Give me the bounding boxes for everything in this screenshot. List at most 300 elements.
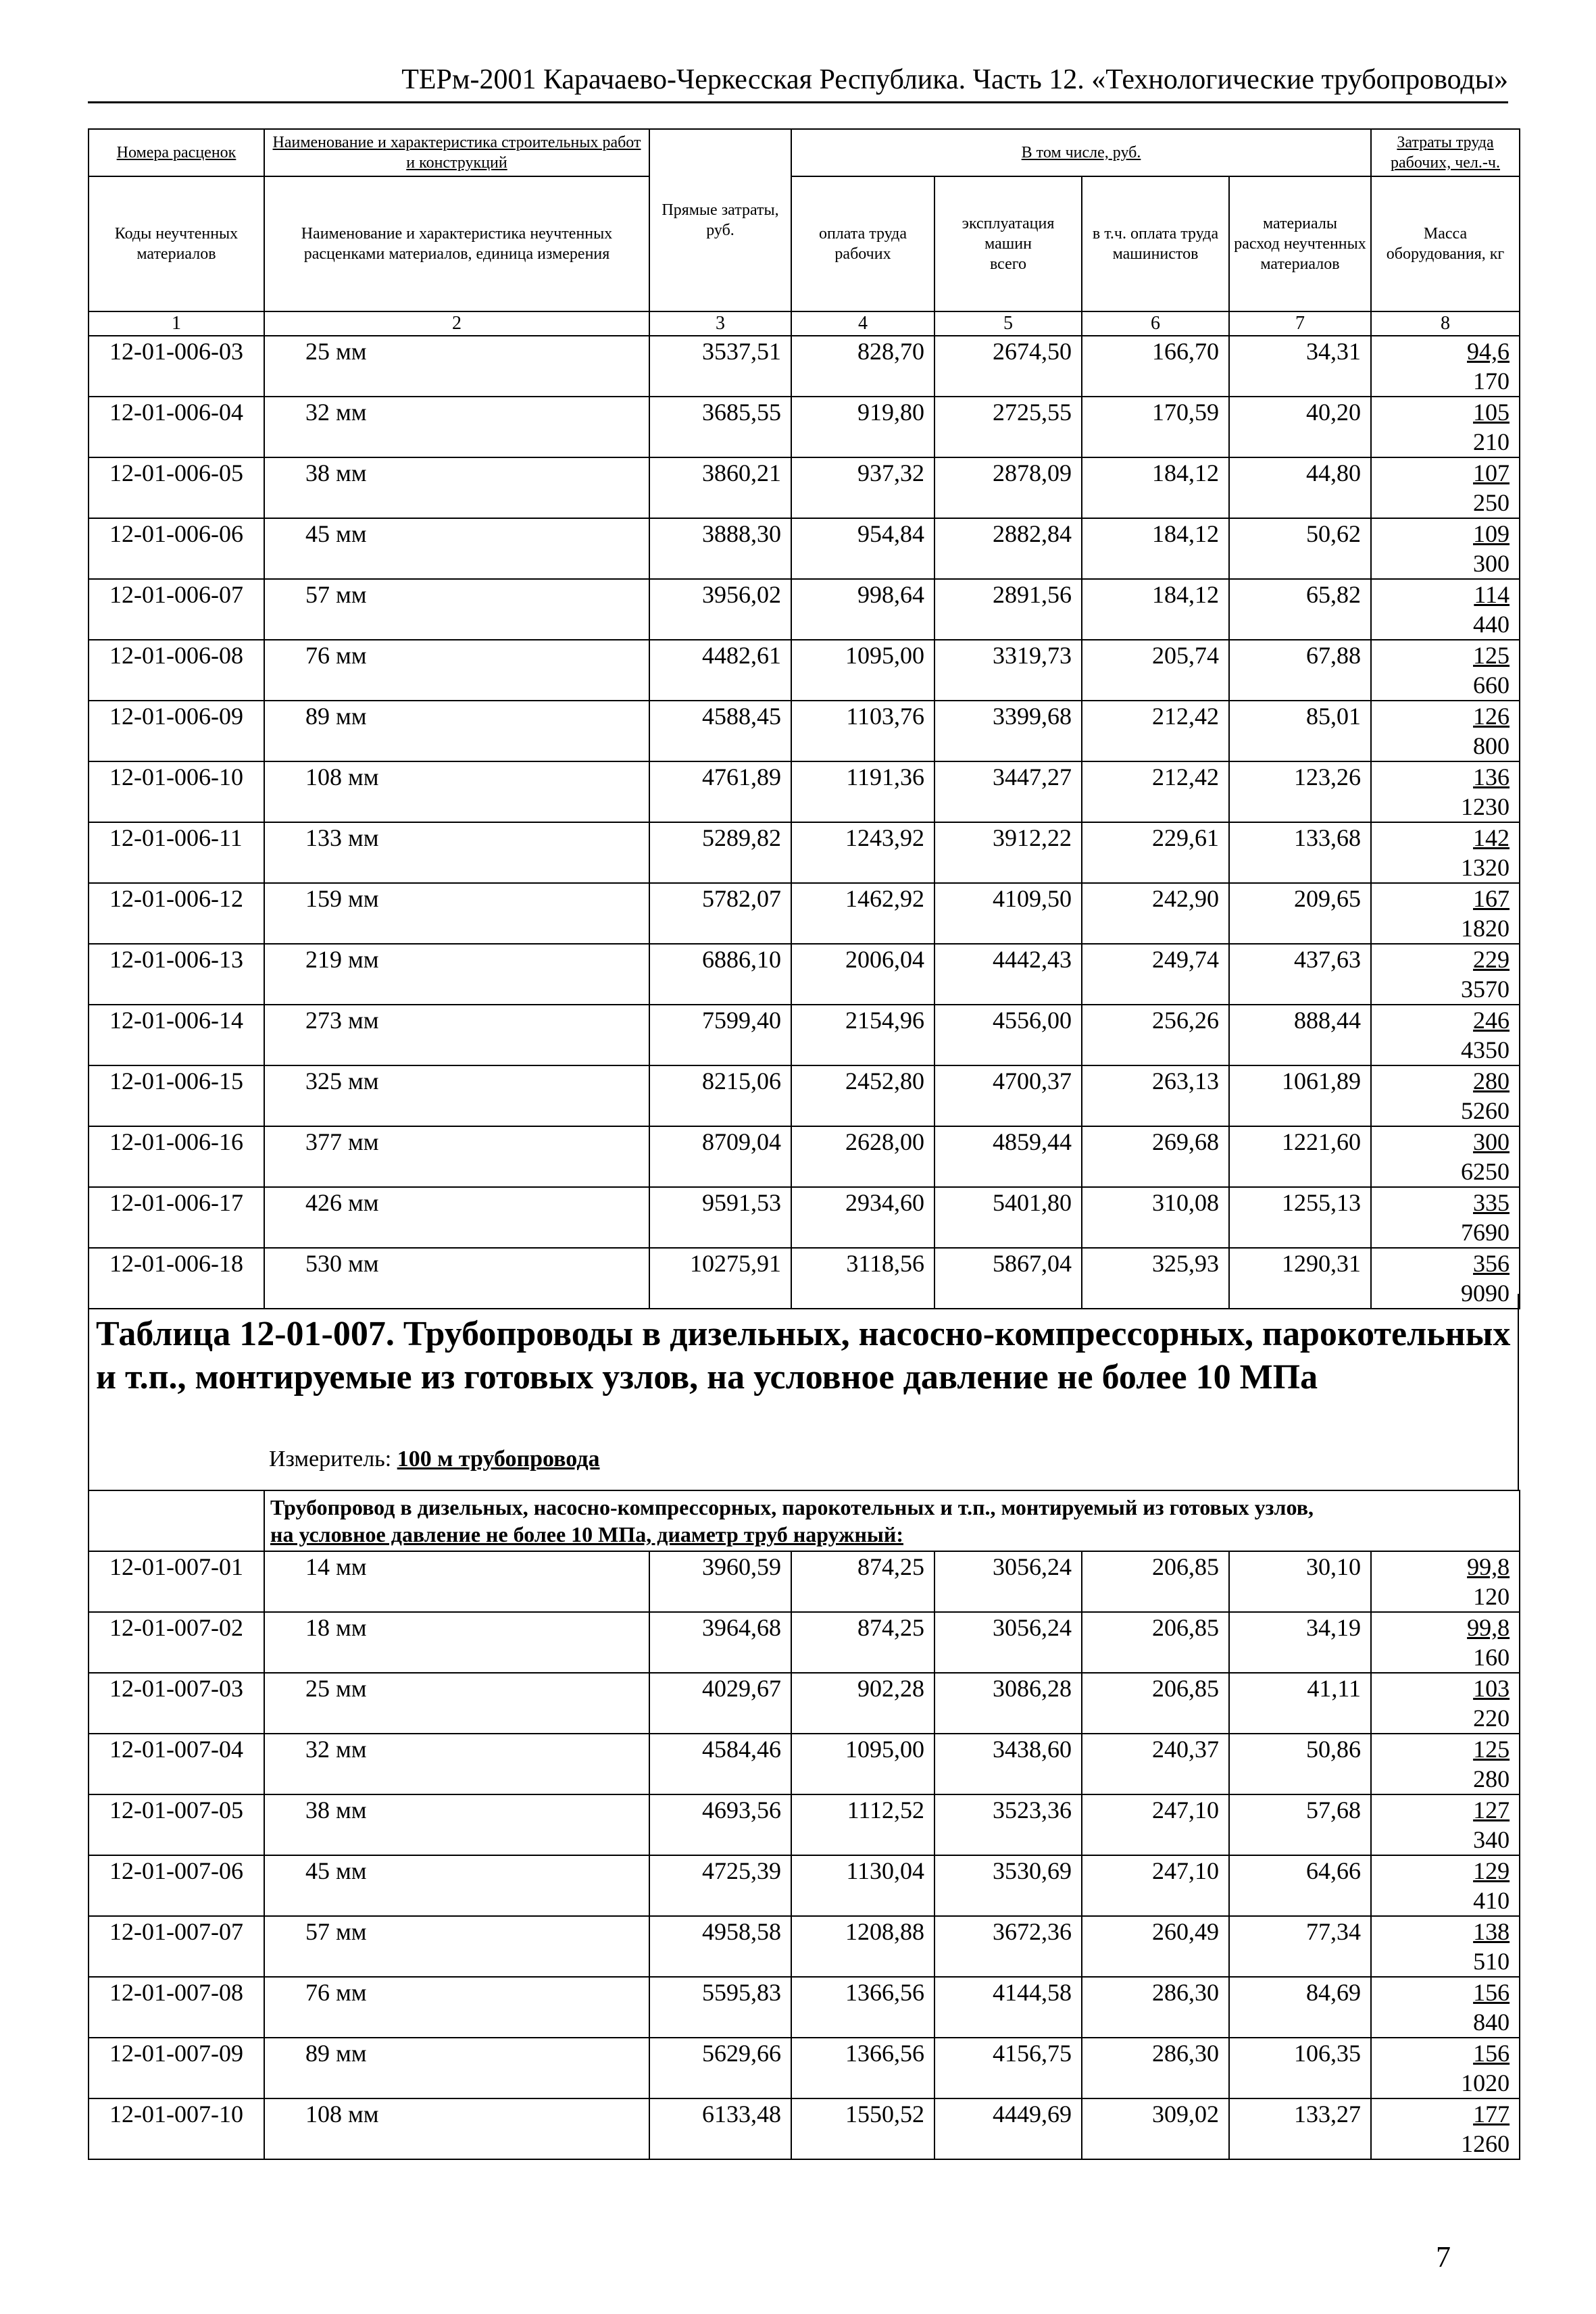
materials-cost: 65,82 bbox=[1229, 579, 1371, 640]
column-number: 4 bbox=[791, 311, 934, 336]
table-row bbox=[89, 1977, 1520, 2038]
table-row bbox=[89, 397, 1520, 457]
equipment-mass: 410 bbox=[1473, 1887, 1510, 1914]
direct-cost: 6886,10 bbox=[649, 944, 791, 1005]
labor-mass-cell bbox=[1371, 397, 1520, 457]
machinist-pay: 170,59 bbox=[1082, 397, 1229, 457]
direct-cost: 4725,39 bbox=[649, 1855, 791, 1916]
pipe-diameter: 108 мм bbox=[264, 761, 649, 822]
table-row bbox=[89, 336, 1520, 397]
machinist-pay: 184,12 bbox=[1082, 518, 1229, 579]
equipment-mass: 1020 bbox=[1461, 2069, 1510, 2096]
labor-hours: 105 bbox=[1473, 399, 1510, 426]
header-name-top: Наименование и характеристика строительных работ и конструкций bbox=[264, 129, 649, 176]
rate-code: 12-01-006-10 bbox=[89, 761, 264, 822]
machine-cost: 4700,37 bbox=[934, 1065, 1082, 1126]
labor-pay: 919,80 bbox=[791, 397, 934, 457]
labor-hours: 127 bbox=[1473, 1796, 1510, 1823]
machinist-pay: 263,13 bbox=[1082, 1065, 1229, 1126]
labor-hours: 125 bbox=[1473, 642, 1510, 669]
labor-pay: 2452,80 bbox=[791, 1065, 934, 1126]
materials-cost: 57,68 bbox=[1229, 1794, 1371, 1855]
labor-mass bbox=[1381, 2099, 1510, 2159]
labor-mass bbox=[1381, 1613, 1510, 1672]
pipe-diameter: 57 мм bbox=[264, 1916, 649, 1977]
labor-hours: 142 bbox=[1473, 824, 1510, 851]
table-row bbox=[89, 1551, 1520, 1612]
rate-code: 12-01-006-12 bbox=[89, 883, 264, 944]
machine-cost: 3672,36 bbox=[934, 1916, 1082, 1977]
labor-mass-cell bbox=[1371, 2098, 1520, 2159]
labor-hours: 229 bbox=[1473, 946, 1510, 973]
labor-mass bbox=[1381, 1188, 1510, 1247]
labor-mass bbox=[1381, 519, 1510, 578]
header-machinists: в т.ч. оплата труда машинистов bbox=[1082, 176, 1229, 311]
column-number: 5 bbox=[934, 311, 1082, 336]
direct-cost: 6133,48 bbox=[649, 2098, 791, 2159]
pipe-diameter: 38 мм bbox=[264, 1794, 649, 1855]
labor-hours: 356 bbox=[1473, 1250, 1510, 1277]
table-row bbox=[89, 1612, 1520, 1673]
header-materials-label: материалы bbox=[1262, 215, 1337, 232]
machine-cost: 3438,60 bbox=[934, 1734, 1082, 1794]
labor-mass bbox=[1381, 884, 1510, 943]
labor-hours: 109 bbox=[1473, 520, 1510, 547]
labor-hours: 138 bbox=[1473, 1918, 1510, 1945]
price-table-12-01-007 bbox=[88, 1490, 1520, 2160]
equipment-mass: 5260 bbox=[1461, 1097, 1510, 1124]
materials-cost: 888,44 bbox=[1229, 1005, 1371, 1065]
machine-cost: 4859,44 bbox=[934, 1126, 1082, 1187]
direct-cost: 4588,45 bbox=[649, 701, 791, 761]
labor-mass bbox=[1381, 1552, 1510, 1611]
machine-cost: 3086,28 bbox=[934, 1673, 1082, 1734]
equipment-mass: 510 bbox=[1473, 1948, 1510, 1975]
labor-mass bbox=[1381, 1978, 1510, 2037]
direct-cost: 7599,40 bbox=[649, 1005, 791, 1065]
rate-code: 12-01-007-10 bbox=[89, 2098, 264, 2159]
direct-cost: 8709,04 bbox=[649, 1126, 791, 1187]
labor-hours: 103 bbox=[1473, 1675, 1510, 1702]
labor-pay: 937,32 bbox=[791, 457, 934, 518]
rate-code: 12-01-006-07 bbox=[89, 579, 264, 640]
labor-mass-cell bbox=[1371, 1977, 1520, 2038]
labor-pay: 2628,00 bbox=[791, 1126, 934, 1187]
labor-hours: 167 bbox=[1473, 885, 1510, 912]
direct-cost: 5782,07 bbox=[649, 883, 791, 944]
machinist-pay: 309,02 bbox=[1082, 2098, 1229, 2159]
table-row bbox=[89, 944, 1520, 1005]
labor-hours: 99,8 bbox=[1467, 1614, 1510, 1641]
materials-cost: 1061,89 bbox=[1229, 1065, 1371, 1126]
materials-cost: 40,20 bbox=[1229, 397, 1371, 457]
labor-hours: 246 bbox=[1473, 1007, 1510, 1034]
rate-code: 12-01-006-04 bbox=[89, 397, 264, 457]
pipe-diameter: 14 мм bbox=[264, 1551, 649, 1612]
section-row bbox=[89, 1490, 1520, 1551]
materials-cost: 85,01 bbox=[1229, 701, 1371, 761]
table-row bbox=[89, 1855, 1520, 1916]
rate-code: 12-01-006-11 bbox=[89, 822, 264, 883]
labor-mass bbox=[1381, 1127, 1510, 1186]
materials-cost: 437,63 bbox=[1229, 944, 1371, 1005]
rate-code: 12-01-006-13 bbox=[89, 944, 264, 1005]
table-row bbox=[89, 1673, 1520, 1734]
header-machines-total bbox=[934, 176, 1082, 311]
equipment-mass: 250 bbox=[1473, 489, 1510, 516]
labor-pay: 2154,96 bbox=[791, 1005, 934, 1065]
table-row bbox=[89, 579, 1520, 640]
equipment-mass: 300 bbox=[1473, 550, 1510, 577]
machine-cost: 4442,43 bbox=[934, 944, 1082, 1005]
direct-cost: 5289,82 bbox=[649, 822, 791, 883]
column-number: 1 bbox=[89, 311, 264, 336]
table2-title-text: Трубопроводы в дизельных, насосно-компрессорных, парокотельных и т.п., монтируемые из готовых узлов, на условное давление не более 10 МПа bbox=[96, 1315, 1511, 1397]
table-row bbox=[89, 1005, 1520, 1065]
header-machines-total-label: всего bbox=[989, 255, 1027, 273]
machine-cost: 5867,04 bbox=[934, 1248, 1082, 1309]
direct-cost: 10275,91 bbox=[649, 1248, 791, 1309]
header-machines: эксплуатация машин bbox=[962, 215, 1055, 253]
machinist-pay: 286,30 bbox=[1082, 2038, 1229, 2098]
labor-hours: 99,8 bbox=[1467, 1553, 1510, 1580]
labor-mass-cell bbox=[1371, 701, 1520, 761]
labor-pay: 874,25 bbox=[791, 1551, 934, 1612]
rate-code: 12-01-006-03 bbox=[89, 336, 264, 397]
table-row bbox=[89, 1126, 1520, 1187]
labor-hours: 280 bbox=[1473, 1067, 1510, 1095]
machinist-pay: 184,12 bbox=[1082, 579, 1229, 640]
table-row bbox=[89, 1734, 1520, 1794]
pipe-diameter: 76 мм bbox=[264, 640, 649, 701]
direct-cost: 3860,21 bbox=[649, 457, 791, 518]
materials-cost: 44,80 bbox=[1229, 457, 1371, 518]
labor-mass bbox=[1381, 945, 1510, 1004]
labor-mass bbox=[1381, 701, 1510, 761]
labor-hours: 107 bbox=[1473, 459, 1510, 486]
equipment-mass: 210 bbox=[1473, 428, 1510, 455]
header-materials bbox=[1229, 176, 1371, 311]
machinist-pay: 310,08 bbox=[1082, 1187, 1229, 1248]
column-number: 6 bbox=[1082, 311, 1229, 336]
labor-mass bbox=[1381, 1917, 1510, 1976]
rate-code: 12-01-006-06 bbox=[89, 518, 264, 579]
pipe-diameter: 426 мм bbox=[264, 1187, 649, 1248]
direct-cost: 5595,83 bbox=[649, 1977, 791, 2038]
section-line-1: Трубопровод в дизельных, насосно-компрессорных, парокотельных и т.п., монтируемый из готовых узлов, bbox=[270, 1495, 1314, 1519]
machinist-pay: 206,85 bbox=[1082, 1673, 1229, 1734]
labor-mass-cell bbox=[1371, 944, 1520, 1005]
labor-mass bbox=[1381, 1734, 1510, 1794]
rate-code: 12-01-007-06 bbox=[89, 1855, 264, 1916]
pipe-diameter: 45 мм bbox=[264, 518, 649, 579]
labor-hours: 125 bbox=[1473, 1736, 1510, 1763]
table-row bbox=[89, 1794, 1520, 1855]
equipment-mass: 440 bbox=[1473, 611, 1510, 638]
table-row bbox=[89, 2038, 1520, 2098]
page-number: 7 bbox=[1436, 2240, 1451, 2273]
header-codes-bottom: Коды неучтенных материалов bbox=[89, 176, 264, 311]
labor-mass-cell bbox=[1371, 822, 1520, 883]
table-row bbox=[89, 1916, 1520, 1977]
materials-cost: 133,68 bbox=[1229, 822, 1371, 883]
pipe-diameter: 377 мм bbox=[264, 1126, 649, 1187]
column-number: 3 bbox=[649, 311, 791, 336]
table1-body bbox=[89, 336, 1520, 1309]
rate-code: 12-01-007-01 bbox=[89, 1551, 264, 1612]
labor-pay: 2934,60 bbox=[791, 1187, 934, 1248]
pipe-diameter: 89 мм bbox=[264, 701, 649, 761]
header-direct: Прямые затраты, руб. bbox=[649, 129, 791, 311]
labor-pay: 1191,36 bbox=[791, 761, 934, 822]
labor-pay: 1103,76 bbox=[791, 701, 934, 761]
header-labor-bottom: Масса оборудования, кг bbox=[1371, 176, 1520, 311]
column-number: 8 bbox=[1371, 311, 1520, 336]
machine-cost: 3319,73 bbox=[934, 640, 1082, 701]
rate-code: 12-01-007-08 bbox=[89, 1977, 264, 2038]
machinist-pay: 184,12 bbox=[1082, 457, 1229, 518]
labor-hours: 156 bbox=[1473, 1979, 1510, 2006]
machine-cost: 3056,24 bbox=[934, 1551, 1082, 1612]
measure-value: 100 м трубопровода bbox=[397, 1447, 600, 1472]
machine-cost: 2882,84 bbox=[934, 518, 1082, 579]
labor-pay: 954,84 bbox=[791, 518, 934, 579]
materials-cost: 41,11 bbox=[1229, 1673, 1371, 1734]
equipment-mass: 1260 bbox=[1461, 2130, 1510, 2157]
running-head: ТЕРм-2001 Карачаево-Черкесская Республика. Часть 12. «Технологические трубопроводы» bbox=[88, 62, 1508, 103]
rate-code: 12-01-006-14 bbox=[89, 1005, 264, 1065]
labor-hours: 126 bbox=[1473, 703, 1510, 730]
labor-mass-cell bbox=[1371, 1126, 1520, 1187]
labor-mass-cell bbox=[1371, 761, 1520, 822]
header-labor-top: Затраты труда рабочих, чел.-ч. bbox=[1371, 129, 1520, 176]
labor-hours: 136 bbox=[1473, 763, 1510, 790]
machinist-pay: 166,70 bbox=[1082, 336, 1229, 397]
rate-code: 12-01-006-09 bbox=[89, 701, 264, 761]
pipe-diameter: 159 мм bbox=[264, 883, 649, 944]
equipment-mass: 170 bbox=[1473, 368, 1510, 395]
machine-cost: 3447,27 bbox=[934, 761, 1082, 822]
materials-cost: 67,88 bbox=[1229, 640, 1371, 701]
machine-cost: 3056,24 bbox=[934, 1612, 1082, 1673]
header-materials-sub: расход неучтенных материалов bbox=[1234, 235, 1366, 273]
table-row bbox=[89, 883, 1520, 944]
labor-mass bbox=[1381, 823, 1510, 882]
machinist-pay: 247,10 bbox=[1082, 1855, 1229, 1916]
materials-cost: 64,66 bbox=[1229, 1855, 1371, 1916]
pipe-diameter: 530 мм bbox=[264, 1248, 649, 1309]
table-row bbox=[89, 701, 1520, 761]
direct-cost: 3960,59 bbox=[649, 1551, 791, 1612]
pipe-diameter: 219 мм bbox=[264, 944, 649, 1005]
header-labor-pay: оплата труда рабочих bbox=[791, 176, 934, 311]
measure-label: Измеритель: bbox=[269, 1447, 392, 1472]
labor-hours: 335 bbox=[1473, 1189, 1510, 1216]
materials-cost: 30,10 bbox=[1229, 1551, 1371, 1612]
direct-cost: 4761,89 bbox=[649, 761, 791, 822]
equipment-mass: 160 bbox=[1473, 1644, 1510, 1671]
table-header bbox=[89, 129, 1520, 311]
machine-cost: 3912,22 bbox=[934, 822, 1082, 883]
machinist-pay: 269,68 bbox=[1082, 1126, 1229, 1187]
machinist-pay: 256,26 bbox=[1082, 1005, 1229, 1065]
labor-mass bbox=[1381, 1005, 1510, 1065]
pipe-diameter: 32 мм bbox=[264, 397, 649, 457]
labor-pay: 2006,04 bbox=[791, 944, 934, 1005]
machine-cost: 4556,00 bbox=[934, 1005, 1082, 1065]
rate-code: 12-01-006-17 bbox=[89, 1187, 264, 1248]
equipment-mass: 6250 bbox=[1461, 1158, 1510, 1185]
machinist-pay: 212,42 bbox=[1082, 701, 1229, 761]
labor-pay: 902,28 bbox=[791, 1673, 934, 1734]
labor-hours: 156 bbox=[1473, 2040, 1510, 2067]
materials-cost: 1290,31 bbox=[1229, 1248, 1371, 1309]
direct-cost: 4693,56 bbox=[649, 1794, 791, 1855]
materials-cost: 77,34 bbox=[1229, 1916, 1371, 1977]
labor-hours: 94,6 bbox=[1467, 338, 1510, 365]
labor-mass-cell bbox=[1371, 518, 1520, 579]
rate-code: 12-01-007-07 bbox=[89, 1916, 264, 1977]
labor-mass bbox=[1381, 1795, 1510, 1855]
machinist-pay: 240,37 bbox=[1082, 1734, 1229, 1794]
measure-line bbox=[269, 1446, 600, 1473]
pipe-diameter: 89 мм bbox=[264, 2038, 649, 2098]
machine-cost: 2878,09 bbox=[934, 457, 1082, 518]
equipment-mass: 7690 bbox=[1461, 1219, 1510, 1246]
direct-cost: 3964,68 bbox=[649, 1612, 791, 1673]
machinist-pay: 206,85 bbox=[1082, 1612, 1229, 1673]
machinist-pay: 205,74 bbox=[1082, 640, 1229, 701]
labor-mass-cell bbox=[1371, 1551, 1520, 1612]
table-row bbox=[89, 761, 1520, 822]
machine-cost: 4156,75 bbox=[934, 2038, 1082, 2098]
equipment-mass: 280 bbox=[1473, 1765, 1510, 1792]
labor-mass bbox=[1381, 640, 1510, 700]
direct-cost: 4482,61 bbox=[649, 640, 791, 701]
equipment-mass: 220 bbox=[1473, 1705, 1510, 1732]
labor-mass-cell bbox=[1371, 1187, 1520, 1248]
labor-mass bbox=[1381, 580, 1510, 639]
labor-hours: 114 bbox=[1474, 581, 1510, 608]
machine-cost: 3530,69 bbox=[934, 1855, 1082, 1916]
direct-cost: 8215,06 bbox=[649, 1065, 791, 1126]
labor-pay: 1095,00 bbox=[791, 640, 934, 701]
equipment-mass: 660 bbox=[1473, 672, 1510, 699]
rate-code: 12-01-006-18 bbox=[89, 1248, 264, 1309]
materials-cost: 34,19 bbox=[1229, 1612, 1371, 1673]
direct-cost: 4958,58 bbox=[649, 1916, 791, 1977]
materials-cost: 34,31 bbox=[1229, 336, 1371, 397]
labor-mass-cell bbox=[1371, 579, 1520, 640]
pipe-diameter: 273 мм bbox=[264, 1005, 649, 1065]
section-heading bbox=[264, 1490, 1520, 1551]
labor-hours: 129 bbox=[1473, 1857, 1510, 1884]
materials-cost: 50,62 bbox=[1229, 518, 1371, 579]
labor-pay: 1208,88 bbox=[791, 1916, 934, 1977]
pipe-diameter: 133 мм bbox=[264, 822, 649, 883]
header-name-bottom: Наименование и характеристика неучтенных расценками материалов, единица измерения bbox=[264, 176, 649, 311]
equipment-mass: 3570 bbox=[1461, 976, 1510, 1003]
labor-mass-cell bbox=[1371, 1794, 1520, 1855]
machine-cost: 5401,80 bbox=[934, 1187, 1082, 1248]
materials-cost: 123,26 bbox=[1229, 761, 1371, 822]
labor-mass bbox=[1381, 762, 1510, 822]
machinist-pay: 260,49 bbox=[1082, 1916, 1229, 1977]
rate-code: 12-01-007-09 bbox=[89, 2038, 264, 2098]
direct-cost: 3537,51 bbox=[649, 336, 791, 397]
labor-mass-cell bbox=[1371, 640, 1520, 701]
pipe-diameter: 25 мм bbox=[264, 1673, 649, 1734]
pipe-diameter: 108 мм bbox=[264, 2098, 649, 2159]
rate-code: 12-01-006-08 bbox=[89, 640, 264, 701]
machinist-pay: 206,85 bbox=[1082, 1551, 1229, 1612]
labor-mass-cell bbox=[1371, 1065, 1520, 1126]
labor-pay: 874,25 bbox=[791, 1612, 934, 1673]
pipe-diameter: 45 мм bbox=[264, 1855, 649, 1916]
labor-pay: 1550,52 bbox=[791, 2098, 934, 2159]
labor-pay: 1130,04 bbox=[791, 1855, 934, 1916]
rate-code: 12-01-007-03 bbox=[89, 1673, 264, 1734]
labor-mass bbox=[1381, 458, 1510, 518]
labor-pay: 1112,52 bbox=[791, 1794, 934, 1855]
table-row bbox=[89, 2098, 1520, 2159]
labor-mass-cell bbox=[1371, 1916, 1520, 1977]
direct-cost: 9591,53 bbox=[649, 1187, 791, 1248]
labor-mass-cell bbox=[1371, 1734, 1520, 1794]
column-number: 7 bbox=[1229, 311, 1371, 336]
equipment-mass: 800 bbox=[1473, 732, 1510, 759]
materials-cost: 1221,60 bbox=[1229, 1126, 1371, 1187]
materials-cost: 106,35 bbox=[1229, 2038, 1371, 2098]
labor-mass bbox=[1381, 2038, 1510, 2098]
labor-hours: 300 bbox=[1473, 1128, 1510, 1155]
rate-code: 12-01-007-02 bbox=[89, 1612, 264, 1673]
machinist-pay: 286,30 bbox=[1082, 1977, 1229, 2038]
column-number: 2 bbox=[264, 311, 649, 336]
labor-mass-cell bbox=[1371, 1005, 1520, 1065]
machinist-pay: 212,42 bbox=[1082, 761, 1229, 822]
labor-mass bbox=[1381, 1674, 1510, 1733]
labor-mass bbox=[1381, 336, 1510, 396]
table-row bbox=[89, 640, 1520, 701]
labor-mass-cell bbox=[1371, 1612, 1520, 1673]
labor-pay: 1366,56 bbox=[791, 1977, 934, 2038]
labor-pay: 828,70 bbox=[791, 336, 934, 397]
table2-body bbox=[89, 1551, 1520, 2159]
labor-mass-cell bbox=[1371, 457, 1520, 518]
table-row bbox=[89, 1187, 1520, 1248]
equipment-mass: 840 bbox=[1473, 2009, 1510, 2036]
materials-cost: 209,65 bbox=[1229, 883, 1371, 944]
header-codes-top: Номера расценок bbox=[89, 129, 264, 176]
pipe-diameter: 32 мм bbox=[264, 1734, 649, 1794]
labor-pay: 1095,00 bbox=[791, 1734, 934, 1794]
labor-pay: 1366,56 bbox=[791, 2038, 934, 2098]
rate-code: 12-01-007-05 bbox=[89, 1794, 264, 1855]
machine-cost: 4109,50 bbox=[934, 883, 1082, 944]
pipe-diameter: 76 мм bbox=[264, 1977, 649, 2038]
rate-code: 12-01-006-05 bbox=[89, 457, 264, 518]
labor-mass-cell bbox=[1371, 1855, 1520, 1916]
machine-cost: 2891,56 bbox=[934, 579, 1082, 640]
materials-cost: 50,86 bbox=[1229, 1734, 1371, 1794]
machine-cost: 2674,50 bbox=[934, 336, 1082, 397]
equipment-mass: 1820 bbox=[1461, 915, 1510, 942]
table2-title-lead: Таблица 12-01-007. bbox=[96, 1315, 395, 1353]
labor-pay: 3118,56 bbox=[791, 1248, 934, 1309]
labor-mass bbox=[1381, 1856, 1510, 1915]
table-row bbox=[89, 822, 1520, 883]
